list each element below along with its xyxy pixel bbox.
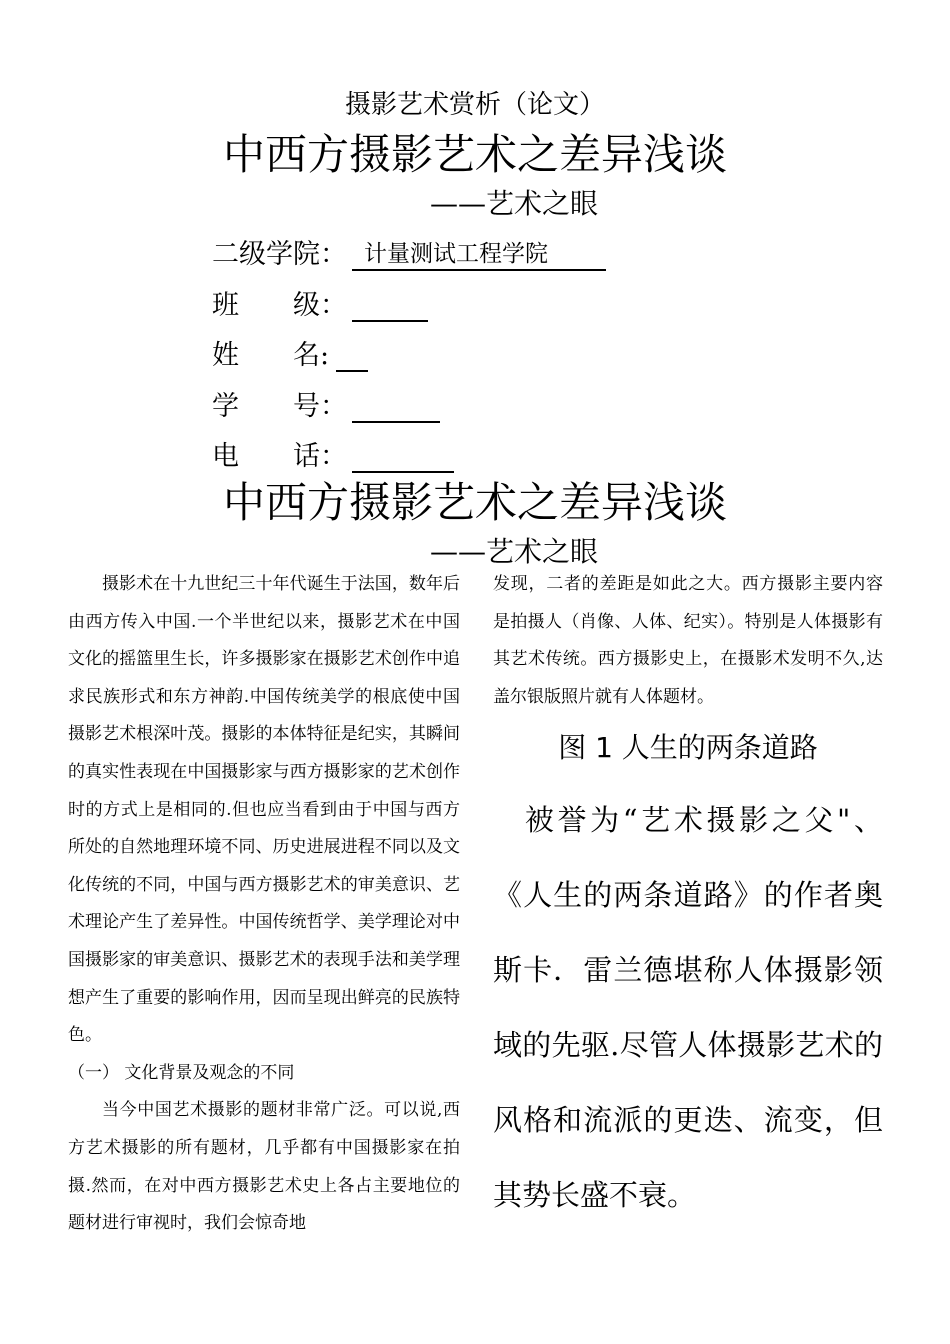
- field-name-label: 姓 名:: [212, 340, 330, 371]
- field-college-value: 计量测试工程学院: [352, 239, 606, 271]
- paragraph-intro: 摄影术在十九世纪三十年代诞生于法国，数年后由西方传入中国.一个半世纪以来，摄影艺术在中国文化的摇篮里生长，许多摄影家在摄影艺术创作中追求民族形式和东方神韵.中国传统美学的根底使中国摄影艺术根深叶茂。摄影的本体特征是纪实，其瞬间的真实性表现在中国摄影家与西方摄影家的艺术创作时的方式上是相同的.但也应当看到由于中国与西方所处的自然地理环境不同、历史进展进程不同以及文化传统的不同，中国与西方摄影艺术的审美意识、艺术理论产生了差异性。中国传统哲学、美学理论对中国摄影家的审美意识、摄影艺术的表现手法和美学理想产生了重要的影响作用，因而呈现出鲜亮的民族特色。: [68, 574, 460, 1046]
- paragraph-subjects: 当今中国艺术摄影的题材非常广泛。可以说,西方艺术摄影的所有题材，几乎都有中国摄影家在拍摄.然而，在对中西方摄影艺术史上各占主要地位的题材进行审视时，我们会惊奇地: [68, 1100, 460, 1234]
- field-phone-value: [352, 471, 454, 473]
- paragraph-rejlander: 被誉为“艺术摄影之父"、《人生的两条道路》的作者奥斯卡．雷兰德堪称人体摄影领域的先驱.尽管人体摄影艺术的风格和流派的更迭、流变，但其势长盛不衰。: [493, 803, 883, 1212]
- body-subtitle: ——艺术之眼: [430, 535, 599, 568]
- section-heading: （一） 文化背景及观念的不同: [68, 1062, 295, 1083]
- body-title: 中西方摄影艺术之差异浅谈: [222, 478, 727, 527]
- left-column: [68, 566, 460, 1243]
- figure-caption: 图 1 人生的两条道路: [558, 731, 818, 764]
- field-student-id: [212, 384, 440, 424]
- right-column-top: [493, 566, 883, 716]
- field-phone: [212, 434, 454, 474]
- field-name-value: [336, 370, 368, 372]
- field-student-id-value: [352, 421, 440, 423]
- document-type-label: 摄影艺术赏析（论文）: [344, 90, 605, 120]
- field-college: [212, 232, 606, 272]
- right-column-large-text: [493, 783, 883, 1233]
- field-phone-label: 电 话：: [212, 441, 347, 472]
- field-class-value: [352, 320, 428, 322]
- cover-subtitle: ——艺术之眼: [430, 187, 599, 220]
- field-class: [212, 283, 428, 323]
- cover-title: 中西方摄影艺术之差异浅谈: [222, 130, 727, 179]
- field-name: [212, 333, 368, 373]
- field-college-label: 二级学院：: [212, 239, 347, 270]
- field-class-label: 班 级：: [212, 290, 347, 321]
- field-student-id-label: 学 号：: [212, 391, 347, 422]
- paragraph-continuation: 发现，二者的差距是如此之大。西方摄影主要内容是拍摄人（肖像、人体、纪实）。特别是人体摄影有其艺术传统。西方摄影史上，在摄影术发明不久,达盖尔银版照片就有人体题材。: [493, 574, 883, 707]
